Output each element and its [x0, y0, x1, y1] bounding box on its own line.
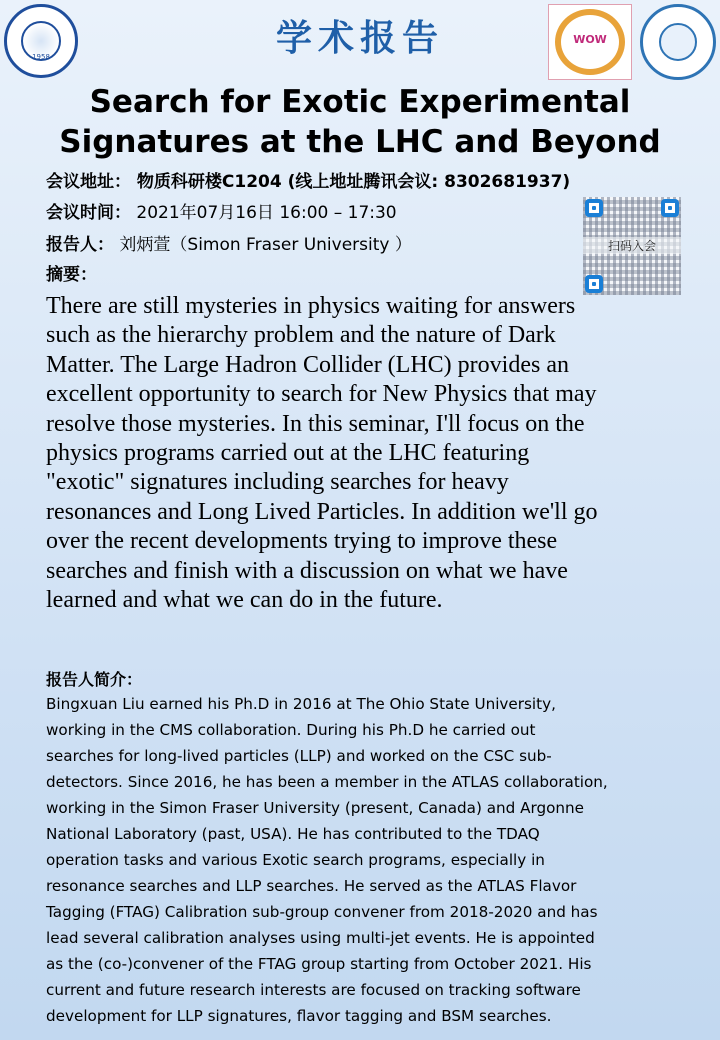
page-header-title: 学术报告	[275, 17, 444, 59]
center-logo	[548, 4, 632, 80]
bio-text: Bingxuan Liu earned his Ph.D in 2016 at The Ohio State University, working in the CMS collaboration. During his Ph.D he carried out searches for long-lived particles (LLP) and worked on the CSC sub- detectors. Since 2016, he has been a member in the ATLAS collaboration, working in the Simon Fraser University (present, Canada) and Argonne National Laboratory (past, USA). He has contributed to the TDAQ operation tasks and various Exotic search programs, especially in resonance searches and LLP searches. He served as the ATLAS Flavor Tagging (FTAG) Calibration sub-group convener from 2018-2020 and has lead several calibration analyses using multi-jet events. He is appointed as the (co-)convener of the FTAG group starting from October 2021. His current and future research interests are focused on tracking software development for LLP signatures, flavor tagging and BSM searches.	[46, 695, 608, 1025]
qr-finder-icon	[661, 199, 679, 217]
time-line	[46, 203, 397, 223]
abstract-heading	[46, 265, 97, 285]
speaker-line	[46, 235, 412, 255]
qr-label: 扫码入会	[583, 237, 681, 254]
time-value: 2021年07月16日 16:00 – 17:30	[136, 203, 397, 223]
abstract-label: 摘要：	[46, 265, 97, 285]
center-logo-word: WOW	[573, 33, 607, 46]
talk-title: Search for Exotic Experimental Signatures at the LHC and Beyond	[59, 84, 661, 160]
qr-finder-icon	[585, 275, 603, 293]
school-seal-icon	[659, 23, 697, 61]
venue-label: 会议地址：	[46, 172, 131, 192]
speaker-label: 报告人：	[46, 235, 114, 255]
meeting-qr-code[interactable]	[583, 197, 681, 295]
bio-label: 报告人简介：	[46, 670, 143, 689]
qr-finder-icon	[585, 199, 603, 217]
speaker-value: 刘炳萱（Simon Fraser University ）	[119, 235, 412, 255]
venue-value: 物质科研楼C1204 (线上地址腾讯会议: 8302681937)	[136, 172, 571, 192]
venue-line	[46, 172, 570, 192]
university-logo-year: 1958	[32, 53, 50, 61]
abstract-text: There are still mysteries in physics waiting for answers such as the hierarchy problem and the nature of Dark Matter. The Large Hadron Collider (LHC) provides an excellent opportunity to search for New Physics that may resolve those mysteries. In this seminar, I'll focus on the physics programs carried out at the LHC featuring "exotic" signatures including searches for heavy resonances and Long Lived Particles. In addition we'll go over the recent developments trying to improve these searches and finish with a discussion on what we have learned and what we can do in the future.	[46, 293, 598, 614]
time-label: 会议时间：	[46, 203, 131, 223]
school-logo	[640, 4, 716, 80]
